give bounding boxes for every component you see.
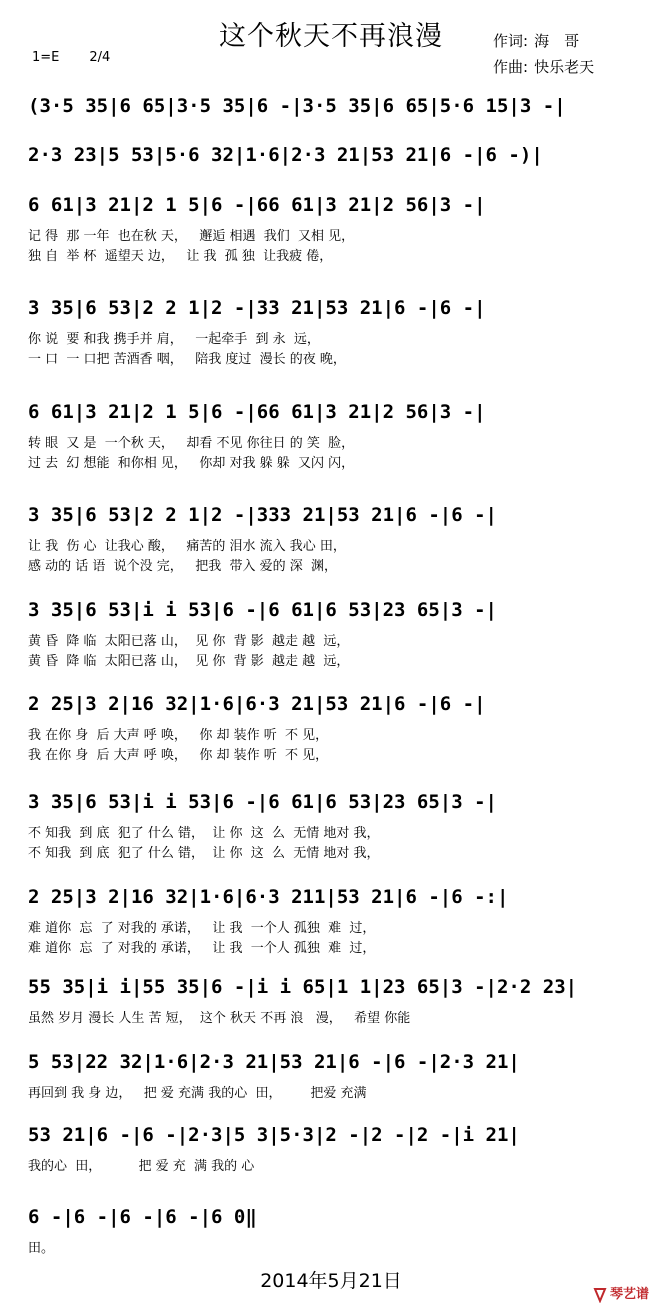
lyric-line: 再回到 我 身 边， 把 爱 充满 我的心 田， 把爱 充满: [28, 1086, 367, 1101]
score-system: [28, 1040, 640, 1104]
key-signature: [32, 50, 110, 65]
score-system: [28, 875, 640, 959]
notation-line: 3 35|6 53|2 2 1|2 -|33 21|53 21|6 -|6 -|: [28, 297, 486, 319]
lyric-line: 独 自 举 杯 遥望天 边， 让 我 孤 独 让我疲 倦，: [28, 249, 333, 264]
notation-line: 3 35|6 53|i i 53|6 -|6 61|6 53|23 65|3 -|: [28, 599, 497, 621]
score-system: [28, 1113, 640, 1177]
music-logo-icon: [592, 1287, 608, 1303]
lyricist-credit: [493, 30, 579, 51]
key-text: 1=E: [32, 50, 60, 65]
lyric-line: 让 我 伤 心 让我心 酸， 痛苦的 泪水 流入 我心 田，: [28, 539, 346, 554]
lyric-line: 难 道你 忘 了 对我的 承诺， 让 我 一个人 孤独 难 过，: [28, 941, 376, 956]
lyric-line: 黄 昏 降 临 太阳已落 山， 见 你 背 影 越走 越 远，: [28, 654, 350, 669]
notation-line: 3 35|6 53|i i 53|6 -|6 61|6 53|23 65|3 -|: [28, 791, 497, 813]
notation-line: 2 25|3 2|16 32|1·6|6·3 21|53 21|6 -|6 -|: [28, 693, 486, 715]
lyricist-name: 海 哥: [534, 32, 580, 50]
logo-text: 琴艺谱: [610, 1287, 650, 1302]
lyric-line: 我 在你 身 后 大声 呼 唤， 你 却 装作 听 不 见，: [28, 728, 329, 743]
lyric-line: 感 动的 话 语 说个没 完， 把我 带入 爱的 深 渊，: [28, 559, 337, 574]
composer-name: 快乐老天: [534, 58, 595, 76]
logo: [592, 1283, 649, 1303]
notation-line: 55 35|i i|55 35|6 -|i i 65|1 1|23 65|3 -|2·2 23|: [28, 976, 578, 998]
notation-line: 2·3 23|5 53|5·6 32|1·6|2·3 21|53 21|6 -|6 -)|: [28, 144, 543, 166]
notation-line: 6 61|3 21|2 1 5|6 -|66 61|3 21|2 56|3 -|: [28, 401, 486, 423]
lyric-line: 黄 昏 降 临 太阳已落 山， 见 你 背 影 越走 越 远，: [28, 634, 350, 649]
lyric-line: 难 道你 忘 了 对我的 承诺， 让 我 一个人 孤独 难 过，: [28, 921, 376, 936]
score-system: [28, 133, 640, 177]
notation-line: 6 61|3 21|2 1 5|6 -|66 61|3 21|2 56|3 -|: [28, 194, 486, 216]
score-system: [28, 286, 640, 370]
lyric-line: 你 说 要 和我 携手并 肩， 一起牵手 到 永 远，: [28, 332, 320, 347]
score-system: [28, 84, 640, 128]
lyric-line: 一 口 一 口把 苦酒香 咽， 陪我 度过 漫长 的夜 晚，: [28, 352, 346, 367]
lyric-line: 转 眼 又 是 一个秋 天， 却看 不见 你往日 的 笑 脸，: [28, 436, 355, 451]
lyricist-label: 作词:: [493, 32, 529, 50]
composer-credit: [493, 56, 594, 77]
score-system: [28, 682, 640, 766]
score-system: [28, 588, 640, 672]
score-system: [28, 965, 640, 1029]
lyric-line: 虽然 岁月 漫长 人生 苦 短， 这个 秋天 不再 浪 漫， 希望 你能: [28, 1011, 411, 1026]
notation-line: (3·5 35|6 65|3·5 35|6 -|3·5 35|6 65|5·6 15|3 -|: [28, 95, 566, 117]
lyric-line: 我的心 田， 把 爱 充 满 我的 心: [28, 1159, 255, 1174]
notation-line: 2 25|3 2|16 32|1·6|6·3 211|53 21|6 -|6 -:|: [28, 886, 509, 908]
notation-line: 5 53|22 32|1·6|2·3 21|53 21|6 -|6 -|2·3 21|: [28, 1051, 520, 1073]
score-system: [28, 1195, 640, 1259]
lyric-line: 不 知我 到 底 犯了 什么 错， 让 你 这 么 无情 地对 我，: [28, 826, 380, 841]
score-system: [28, 780, 640, 864]
score-system: [28, 183, 640, 267]
lyric-line: 我 在你 身 后 大声 呼 唤， 你 却 装作 听 不 见，: [28, 748, 329, 763]
page-title: 这个秋天不再浪漫: [219, 21, 443, 52]
lyric-line: 记 得 那 一年 也在秋 天， 邂逅 相遇 我们 又相 见，: [28, 229, 355, 244]
score-system: [28, 493, 640, 577]
notation-line: 3 35|6 53|2 2 1|2 -|333 21|53 21|6 -|6 -|: [28, 504, 497, 526]
lyric-line: 过 去 幻 想能 和你相 见， 你却 对我 躲 躲 又闪 闪，: [28, 456, 355, 471]
lyric-line: 不 知我 到 底 犯了 什么 错， 让 你 这 么 无情 地对 我，: [28, 846, 380, 861]
notation-line: 53 21|6 -|6 -|2·3|5 3|5·3|2 -|2 -|2 -|i 21|: [28, 1124, 520, 1146]
score-system: [28, 390, 640, 474]
date: 2014年5月21日: [260, 1270, 402, 1292]
composer-label: 作曲:: [493, 58, 529, 76]
lyric-line: 田。: [28, 1241, 55, 1256]
time-signature: 2/4: [89, 50, 111, 65]
notation-line: 6 -|6 -|6 -|6 -|6 0‖: [28, 1206, 257, 1228]
